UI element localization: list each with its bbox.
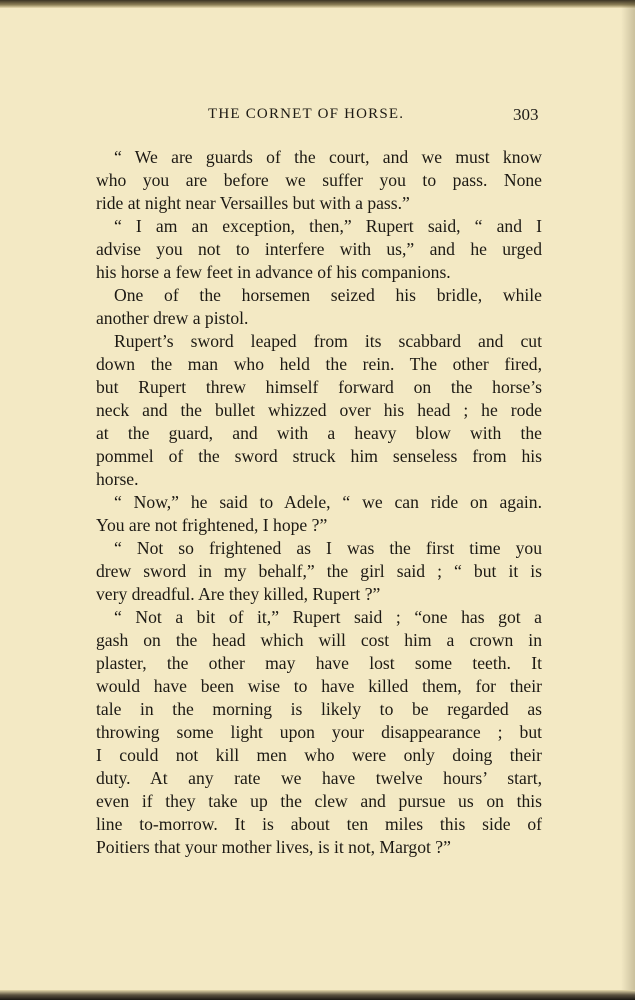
- text-line: “ Not so frightened as I was the first time you: [114, 538, 542, 558]
- text-line: “ We are guards of the court, and we must know: [114, 147, 542, 167]
- text-line: would have been wise to have killed them, for their: [96, 676, 542, 696]
- text-line: tale in the morning is likely to be regarded as: [96, 699, 542, 719]
- text-line: One of the horsemen seized his bridle, while: [114, 285, 542, 305]
- text-line: ride at night near Versailles but with a pass.”: [96, 193, 410, 213]
- text-line: but Rupert threw himself forward on the horse’s: [96, 377, 542, 397]
- text-line: even if they take up the clew and pursue us on this: [96, 791, 542, 811]
- text-line: his horse a few feet in advance of his companions.: [96, 262, 451, 282]
- text-line: I could not kill men who were only doing their: [96, 745, 542, 765]
- running-title: THE CORNET OF HORSE.: [208, 106, 405, 122]
- page-number: 303: [513, 105, 539, 124]
- text-line: down the man who held the rein. The other fired,: [96, 354, 542, 374]
- text-line: duty. At any rate we have twelve hours’ start,: [96, 768, 542, 788]
- text-line: very dreadful. Are they killed, Rupert ?”: [96, 584, 381, 604]
- text-line: gash on the head which will cost him a crown in: [96, 630, 542, 650]
- text-line: pommel of the sword struck him senseless from his: [96, 446, 542, 466]
- text-line: Rupert’s sword leaped from its scabbard and cut: [114, 331, 542, 351]
- running-head: [0, 106, 635, 130]
- page-bottom-edge: [0, 990, 635, 1000]
- text-line: line to-morrow. It is about ten miles this side of: [96, 814, 542, 834]
- text-line: “ I am an exception, then,” Rupert said, “ and I: [114, 216, 542, 236]
- text-line: “ Not a bit of it,” Rupert said ; “one has got a: [114, 607, 542, 627]
- page-top-edge: [0, 0, 635, 8]
- text-line: “ Now,” he said to Adele, “ we can ride on again.: [114, 492, 542, 512]
- text-line: another drew a pistol.: [96, 308, 249, 328]
- text-line: Poitiers that your mother lives, is it not, Margot ?”: [96, 837, 451, 857]
- text-line: at the guard, and with a heavy blow with the: [96, 423, 542, 443]
- text-line: advise you not to interfere with us,” and he urged: [96, 239, 542, 259]
- text-line: horse.: [96, 469, 139, 489]
- text-line: throwing some light upon your disappearance ; but: [96, 722, 542, 742]
- body-text: [96, 146, 542, 859]
- page-right-shadow: [621, 0, 635, 1000]
- text-line: who you are before we suffer you to pass. None: [96, 170, 542, 190]
- text-line: neck and the bullet whizzed over his head ; he rode: [96, 400, 542, 420]
- text-line: You are not frightened, I hope ?”: [96, 515, 328, 535]
- text-line: plaster, the other may have lost some teeth. It: [96, 653, 542, 673]
- text-line: drew sword in my behalf,” the girl said ; “ but it is: [96, 561, 542, 581]
